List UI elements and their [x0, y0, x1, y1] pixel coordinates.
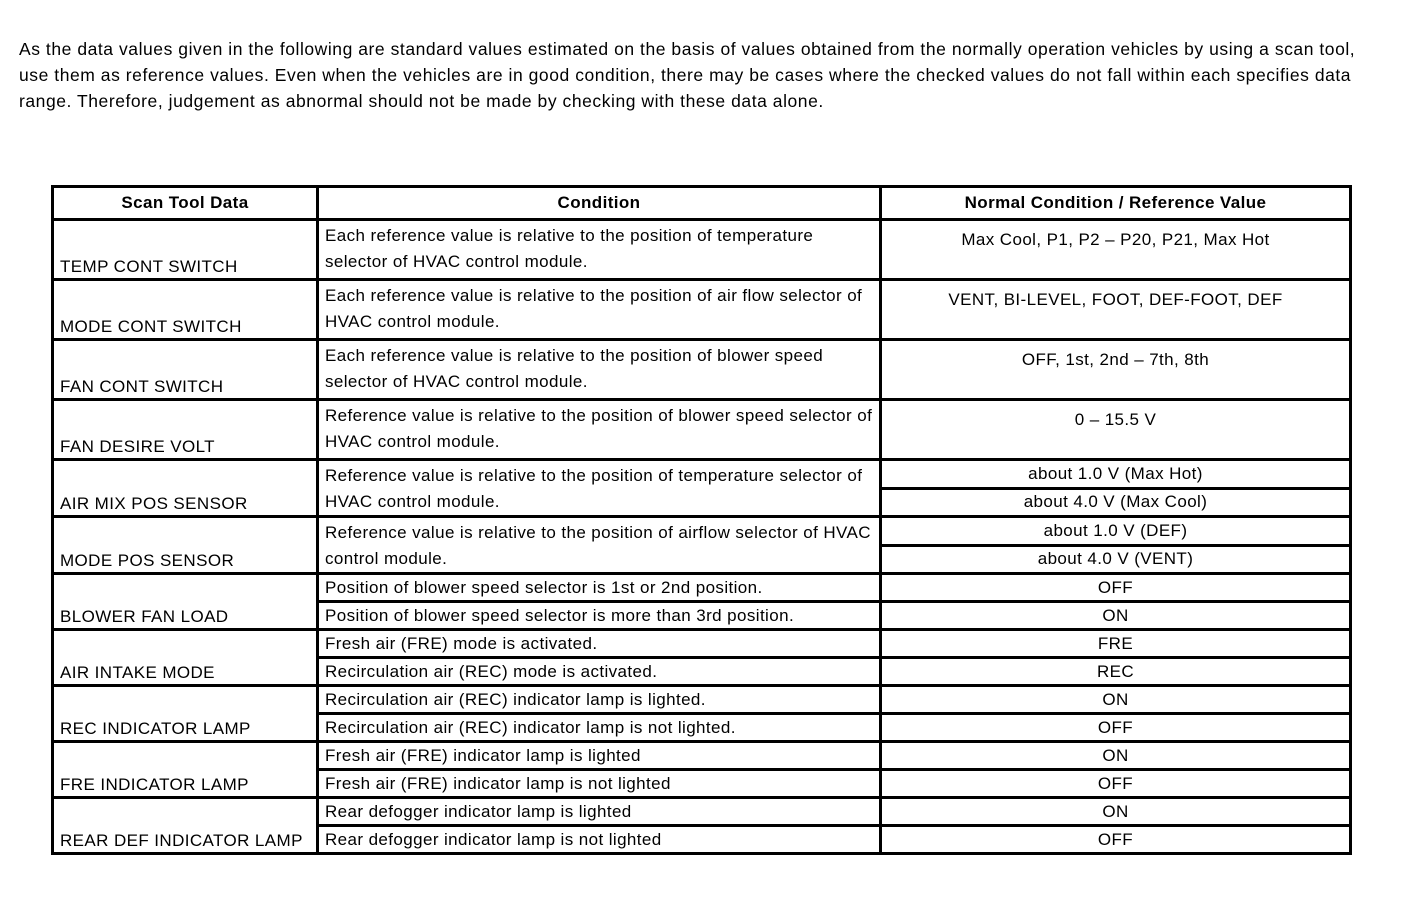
row-item: MODE POS SENSOR: [53, 517, 318, 574]
row-item: BLOWER FAN LOAD: [53, 574, 318, 630]
row-value: 0 – 15.5 V: [881, 400, 1351, 460]
row-condition: Recirculation air (REC) indicator lamp is not lighted.: [318, 714, 881, 742]
row-value: OFF, 1st, 2nd – 7th, 8th: [881, 340, 1351, 400]
scan-tool-data-table: [51, 185, 1352, 855]
table-row: [53, 400, 1351, 460]
row-item: MODE CONT SWITCH: [53, 280, 318, 340]
row-item: REC INDICATOR LAMP: [53, 686, 318, 742]
row-condition: Rear defogger indicator lamp is not lighted: [318, 826, 881, 854]
row-condition: Reference value is relative to the position of temperature selector of HVAC control module.: [318, 460, 881, 517]
row-item: AIR MIX POS SENSOR: [53, 460, 318, 517]
row-value: ON: [881, 602, 1351, 630]
table-row: [53, 742, 1351, 770]
row-value: ON: [881, 798, 1351, 826]
table-row: [53, 280, 1351, 340]
row-condition: Each reference value is relative to the position of temperature selector of HVAC control module.: [318, 220, 881, 280]
row-value: OFF: [881, 574, 1351, 602]
row-condition: Reference value is relative to the position of airflow selector of HVAC control module.: [318, 517, 881, 574]
row-value: ON: [881, 686, 1351, 714]
table-row: [53, 798, 1351, 826]
row-condition: Each reference value is relative to the position of air flow selector of HVAC control module.: [318, 280, 881, 340]
row-item: FAN CONT SWITCH: [53, 340, 318, 400]
table-row: [53, 686, 1351, 714]
row-value: OFF: [881, 714, 1351, 742]
row-condition: Rear defogger indicator lamp is lighted: [318, 798, 881, 826]
row-item: AIR INTAKE MODE: [53, 630, 318, 686]
row-value: OFF: [881, 826, 1351, 854]
header-condition: Condition: [318, 187, 881, 220]
header-scan-tool-data: Scan Tool Data: [53, 187, 318, 220]
row-value: VENT, BI-LEVEL, FOOT, DEF-FOOT, DEF: [881, 280, 1351, 340]
row-condition: Position of blower speed selector is more than 3rd position.: [318, 602, 881, 630]
row-value: FRE: [881, 630, 1351, 658]
row-condition: Fresh air (FRE) indicator lamp is not lighted: [318, 770, 881, 798]
row-condition: Fresh air (FRE) indicator lamp is lighted: [318, 742, 881, 770]
table-row: [53, 630, 1351, 658]
row-value: ON: [881, 742, 1351, 770]
row-item: FRE INDICATOR LAMP: [53, 742, 318, 798]
row-value: Max Cool, P1, P2 – P20, P21, Max Hot: [881, 220, 1351, 280]
row-condition: Each reference value is relative to the position of blower speed selector of HVAC control module.: [318, 340, 881, 400]
row-value: about 1.0 V (Max Hot): [881, 460, 1351, 489]
row-item: TEMP CONT SWITCH: [53, 220, 318, 280]
row-condition: Position of blower speed selector is 1st or 2nd position.: [318, 574, 881, 602]
intro-paragraph: As the data values given in the following are standard values estimated on the basis of values obtained from the normally operation vehicles by using a scan tool, use them as reference values. Even when the vehicles are in good condition, there may be cases where the checked values do not fall within each specifies data range. Therefore, judgement as abnormal should not be made by checking with these data alone.: [19, 39, 1356, 111]
row-value: about 1.0 V (DEF): [881, 517, 1351, 546]
table-row: [53, 340, 1351, 400]
table-row: [53, 220, 1351, 280]
row-condition: Fresh air (FRE) mode is activated.: [318, 630, 881, 658]
header-reference-value: Normal Condition / Reference Value: [881, 187, 1351, 220]
table-row: [53, 574, 1351, 602]
row-value: about 4.0 V (VENT): [881, 545, 1351, 574]
row-condition: Reference value is relative to the position of blower speed selector of HVAC control module.: [318, 400, 881, 460]
row-value: REC: [881, 658, 1351, 686]
row-value: OFF: [881, 770, 1351, 798]
row-value: about 4.0 V (Max Cool): [881, 488, 1351, 517]
row-condition: Recirculation air (REC) mode is activated.: [318, 658, 881, 686]
row-item: FAN DESIRE VOLT: [53, 400, 318, 460]
row-item: REAR DEF INDICATOR LAMP: [53, 798, 318, 854]
row-condition: Recirculation air (REC) indicator lamp is lighted.: [318, 686, 881, 714]
table-row: [53, 460, 1351, 489]
table-header-row: [53, 187, 1351, 220]
table-row: [53, 517, 1351, 546]
